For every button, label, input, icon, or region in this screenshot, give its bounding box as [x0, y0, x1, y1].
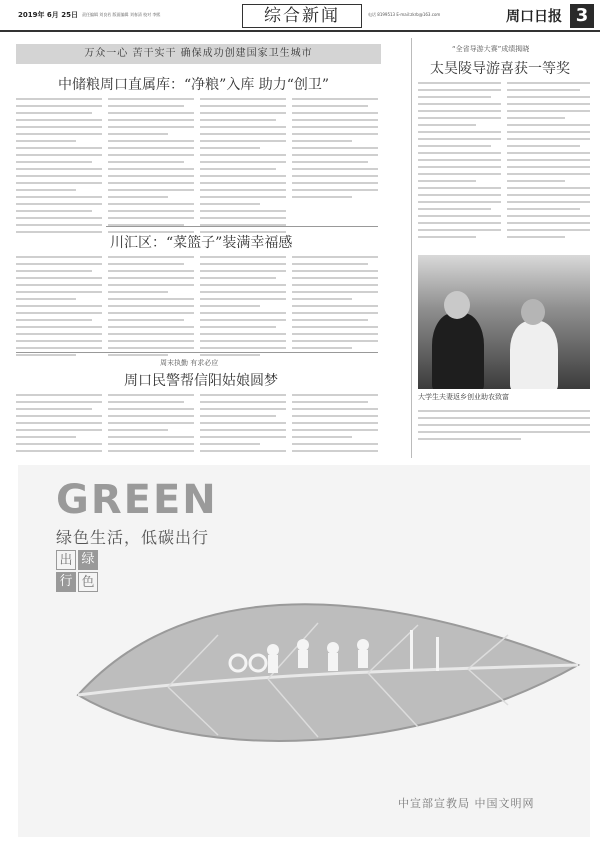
seal-char-1: 出 [56, 550, 76, 570]
article-vegetable-col-3 [200, 256, 286, 361]
article-guide-col-2 [507, 82, 590, 243]
article-police-kicker: 周末执勤 有求必应 [160, 359, 219, 367]
article-police-title: 周口民警帮信阳姑娘圆梦 [124, 373, 278, 389]
article-divider [106, 226, 378, 227]
article-grain-title: 中储粮周口直属库：“净粮”入库 助力“创卫” [58, 77, 330, 93]
editor-credits: 责任编辑 刘良若 版面编辑 刘春清 校对 李熙 [82, 12, 161, 17]
page-header [0, 0, 600, 32]
leaf-illustration [18, 465, 590, 837]
article-grain-col-2 [108, 98, 194, 238]
article-guide-kicker: “全省导游大赛”成绩揭晓 [452, 45, 530, 53]
article-vegetable-title: 川汇区：“菜篮子”装满幸福感 [110, 235, 293, 251]
section-divider [16, 352, 378, 353]
article-guide-col-1 [418, 82, 501, 243]
page-number: 3 [570, 4, 594, 28]
seal-char-3: 行 [56, 572, 76, 592]
seal-char-2: 绿 [78, 550, 98, 570]
article-police-col-2 [108, 394, 194, 457]
article-grain-col-3 [200, 98, 286, 238]
photo-footnote [418, 410, 590, 445]
couple-photo [418, 255, 590, 389]
article-vegetable-col-1 [16, 256, 102, 361]
poster-credit: 中宣部宣教局 中国文明网 [398, 797, 535, 810]
section-title: 综合新闻 [242, 4, 362, 28]
article-grain-col-1 [16, 98, 102, 238]
article-vegetable-col-2 [108, 256, 194, 361]
campaign-banner: 万众一心 苦干实干 确保成功创建国家卫生城市 [16, 44, 381, 64]
green-living-poster [18, 465, 590, 837]
contact-info: 电话 8199513 E-mail:zkrb@163.com [368, 12, 441, 17]
article-vegetable-col-4 [292, 256, 378, 354]
poster-slogan: 绿色生活，低碳出行 [56, 528, 210, 547]
column-divider [411, 38, 412, 458]
issue-date: 2019年 6月 25日 [18, 11, 78, 19]
newspaper-logo: 周口日报 [506, 9, 562, 25]
article-police-col-1 [16, 394, 102, 457]
photo-caption: 大学生夫妻返乡创业助农致富 [418, 393, 509, 401]
article-police-col-4 [292, 394, 378, 457]
article-grain-col-4 [292, 98, 378, 203]
article-police-col-3 [200, 394, 286, 457]
seal-char-4: 色 [78, 572, 98, 592]
poster-headline: GREEN [56, 477, 218, 523]
article-guide-title: 太昊陵导游喜获一等奖 [430, 61, 570, 77]
